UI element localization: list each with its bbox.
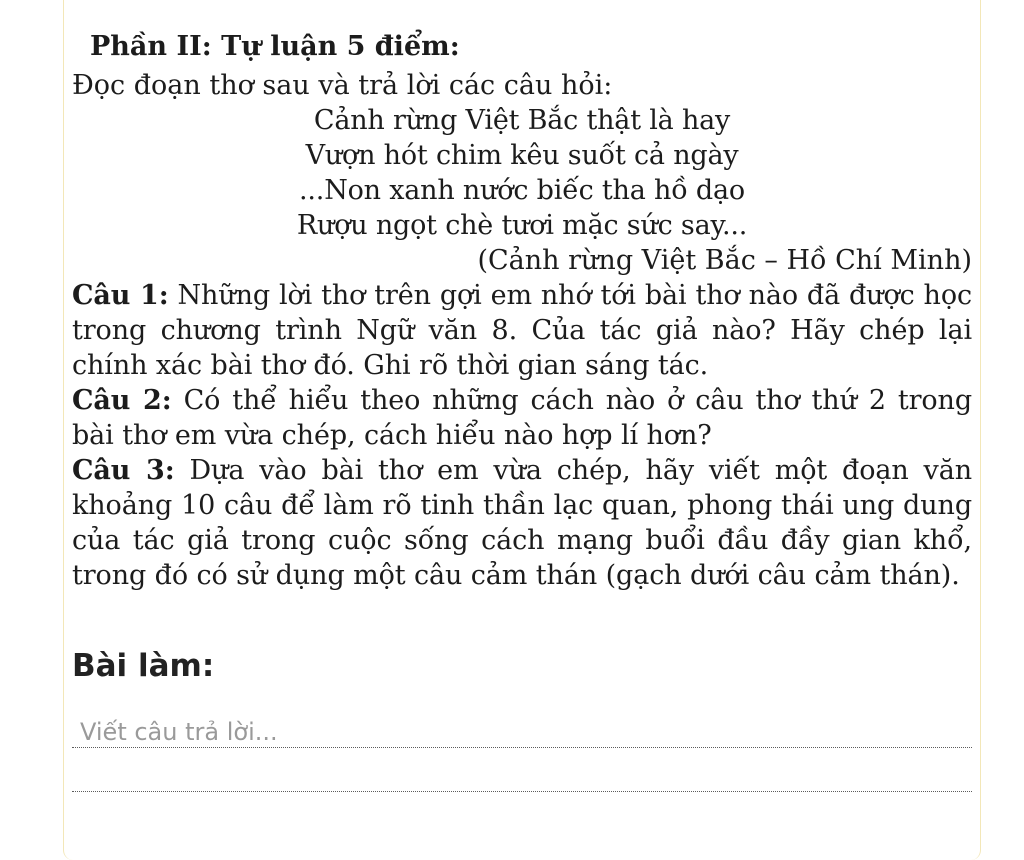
question-1-text: Những lời thơ trên gợi em nhớ tới bài thơ nào đã được học trong chương trình Ngữ văn 8. Của tác giả nào? Hãy chép lại chính xác bài thơ đó. Ghi rõ thời gian sáng tác. [72, 280, 973, 381]
poem-source: (Cảnh rừng Việt Bắc – Hồ Chí Minh) [477, 245, 972, 276]
question-3 [72, 453, 972, 593]
question-3-label: Câu 3: [72, 455, 175, 486]
poem-line: Cảnh rừng Việt Bắc thật là hay [313, 105, 731, 136]
answer-input[interactable] [72, 716, 972, 748]
question-2-label: Câu 2: [72, 385, 172, 416]
worksheet-content [72, 26, 972, 593]
answer-line [72, 748, 972, 792]
poem-line: Rượu ngọt chè tươi mặc sức say... [296, 210, 748, 241]
answer-area [72, 716, 972, 792]
answer-heading: Bài làm: [72, 648, 215, 684]
question-2 [72, 383, 972, 453]
question-2-text: Có thể hiểu theo những cách nào ở câu thơ thứ 2 trong bài thơ em vừa chép, cách hiểu nào hợp lí hơn? [72, 385, 973, 451]
section-title: Phần II: Tự luận 5 điểm: [90, 31, 460, 62]
question-1 [72, 278, 972, 383]
section-intro: Đọc đoạn thơ sau và trả lời các câu hỏi: [72, 70, 613, 101]
question-1-label: Câu 1: [72, 280, 169, 311]
poem-line: Vượn hót chim kêu suốt cả ngày [305, 140, 739, 171]
poem [72, 103, 972, 278]
poem-line: ...Non xanh nước biếc tha hồ dạo [299, 175, 745, 206]
question-3-text: Dựa vào bài thơ em vừa chép, hãy viết một đoạn văn khoảng 10 câu để làm rõ tinh thần lạc quan, phong thái ung dung của tác giả trong cuộc sống cách mạng buổi đầu đầy gian khổ, trong đó có sử dụng một câu cảm thán (gạch dưới câu cảm thán). [72, 455, 972, 591]
